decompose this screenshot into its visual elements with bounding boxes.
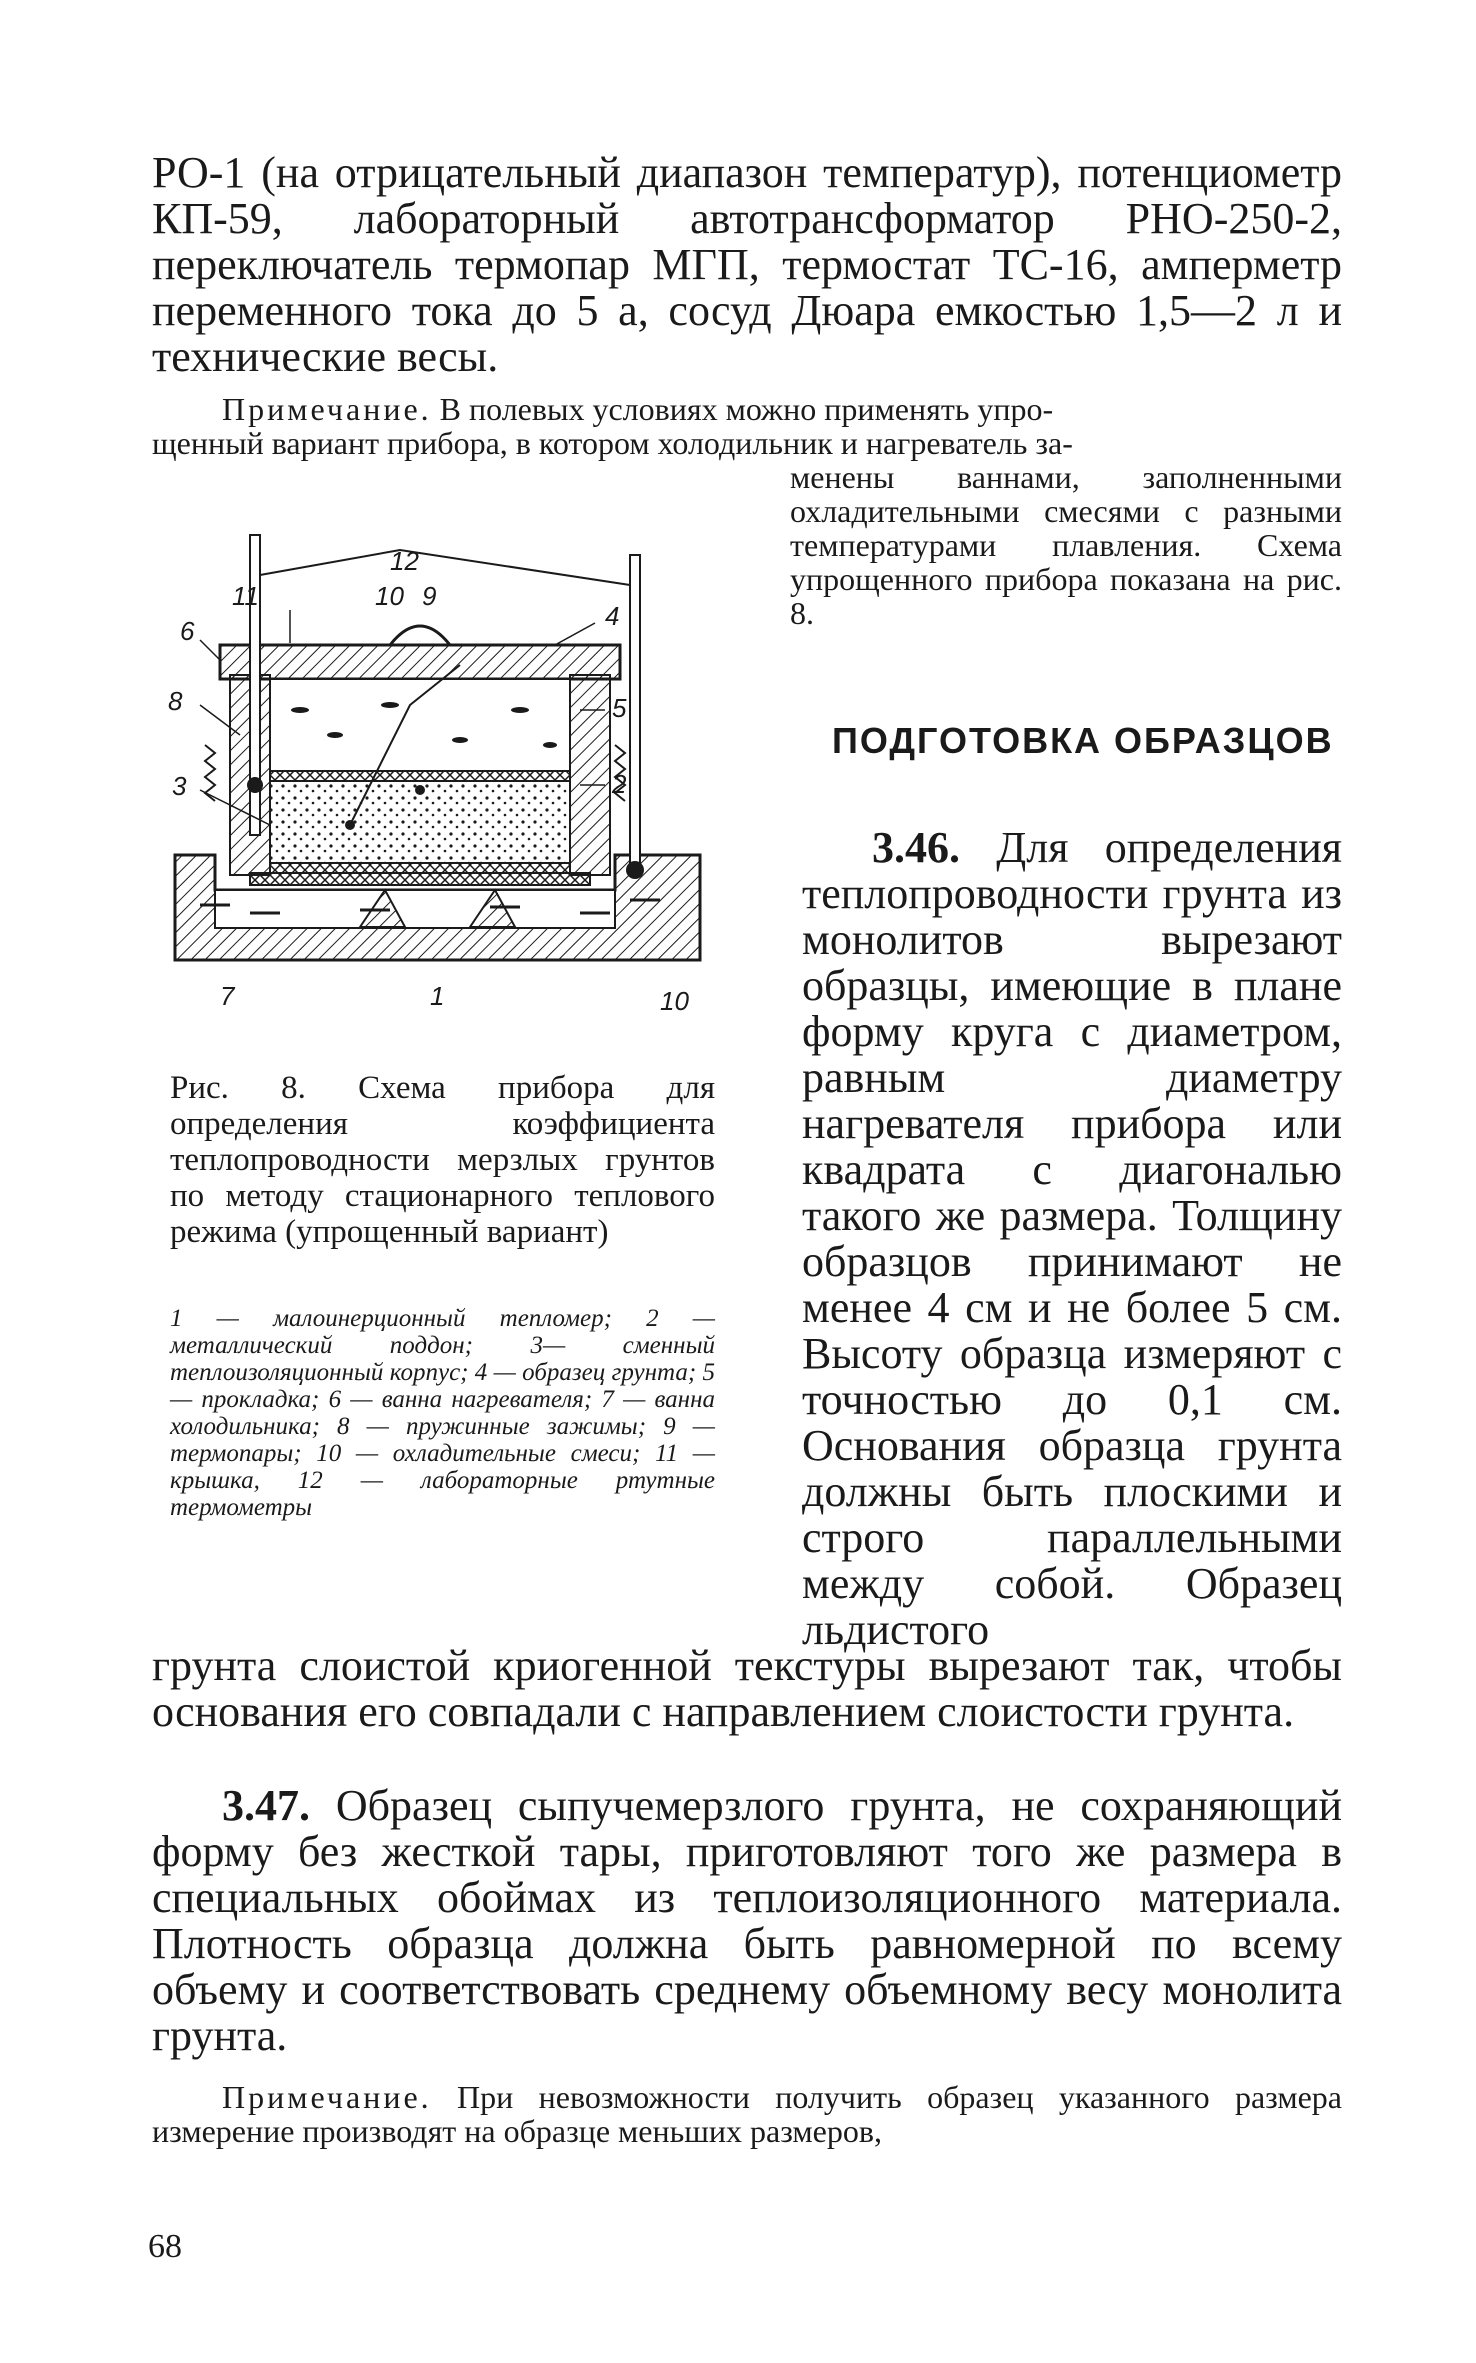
figure-legend xyxy=(170,1305,715,1521)
figure-legend-text: 1 — малоинерционный тепломер; 2 — металлический поддон; 3— сменный теплоизоляционный корпус; 4 — образец грунта; 5 — прокладка; 6 — ванна нагревателя; 7 — ванна холодильника; 8 — пружинные зажимы; 9 — термопары; 10 — охладительные смеси; 11 — крышка, 12 — лабораторные ртутные термометры xyxy=(170,1305,715,1521)
note-1 xyxy=(152,392,1342,460)
note-2-label: Примечание. xyxy=(222,2079,432,2115)
fig-label-12: 12 xyxy=(390,546,419,576)
paragraph-3-46-continuation xyxy=(152,1643,1342,1735)
fig-label-6: 6 xyxy=(180,616,195,646)
figure-caption xyxy=(170,1070,715,1250)
note-2 xyxy=(152,2080,1342,2148)
paragraph-3-47 xyxy=(152,1783,1342,2059)
fig-label-9: 9 xyxy=(422,581,437,611)
fig-label-7: 7 xyxy=(220,981,235,1011)
note-1-continuation-text: менены ваннами, заполненными охладительными смесями с разными температурами плавления. Схема упрощенного прибора показана на рис. 8. xyxy=(790,459,1342,631)
top-paragraph-text: РО-1 (на отрицательный диапазон температур), потенциометр КП-59, лабораторный автотрансформатор РНО-250-2, переключатель термопар МГП, термостат ТС-16, амперметр переменного тока до 5 а, сосуд Дюара емкостью 1,5—2 л и технические весы. xyxy=(152,148,1342,381)
fig-label-10: 10 xyxy=(375,581,404,611)
note-1-continuation xyxy=(790,460,1342,630)
paragraph-3-46-text: Для определения теплопроводности грунта из монолитов вырезают образцы, имеющие в плане форму круга с диаметром, равным диаметру нагревателя прибора или квадрата с диагональю такого же размера. Толщину образцов принимают не менее 4 см и не более 5 см. Высоту образца измеряют с точностью до 0,1 см. Основания образца грунта должны быть плоскими и строго параллельными между собой. Образец льдистого xyxy=(802,823,1342,1654)
note-1-line1: В полевых условиях можно применять упро- xyxy=(439,391,1054,427)
top-paragraph xyxy=(152,150,1342,380)
page-number: 68 xyxy=(148,2228,182,2265)
fig-label-4: 4 xyxy=(605,601,620,631)
fig-label-8: 8 xyxy=(168,686,183,716)
paragraph-3-46-number: 3.46. xyxy=(872,823,960,872)
paragraph-3-47-number: 3.47. xyxy=(222,1781,310,1830)
figure-caption-text: Рис. 8. Схема прибора для определения коэффициента теплопроводности мерзлых грунтов по методу стационарного теплового режима (упрощенный вариант) xyxy=(170,1070,715,1250)
paragraph-3-46-full-text: грунта слоистой криогенной текстуры вырезают так, чтобы основания его совпадали с направлением слоистости грунта. xyxy=(152,1641,1342,1736)
note-1-line2: щенный вариант прибора, в котором холодильник и нагреватель за- xyxy=(152,425,1073,461)
fig-label-5: 5 xyxy=(612,693,627,723)
paragraph-3-47-text: Образец сыпучемерзлого грунта, не сохраняющий форму без жесткой тары, приготовляют того же размера в специальных обоймах из теплоизоляционного материала. Плотность образца должна быть равномерной по всему объему и соответствовать среднему объемному весу монолита грунта. xyxy=(152,1781,1342,2060)
note-1-label: Примечание. xyxy=(222,391,432,427)
fig-label-11: 11 xyxy=(232,581,259,611)
note-2-text: При невозможности получить образец указанного размера измерение производят на образце меньших размеров, xyxy=(152,2079,1343,2149)
apparatus-diagram xyxy=(160,495,720,1035)
section-heading: ПОДГОТОВКА ОБРАЗЦОВ xyxy=(832,720,1334,761)
fig-label-2: 2 xyxy=(612,769,627,799)
fig-label-1: 1 xyxy=(430,981,445,1011)
paragraph-3-46-column xyxy=(802,825,1342,1653)
fig-label-3: 3 xyxy=(172,771,187,801)
fig-label-10-bottom: 10 xyxy=(660,986,689,1016)
